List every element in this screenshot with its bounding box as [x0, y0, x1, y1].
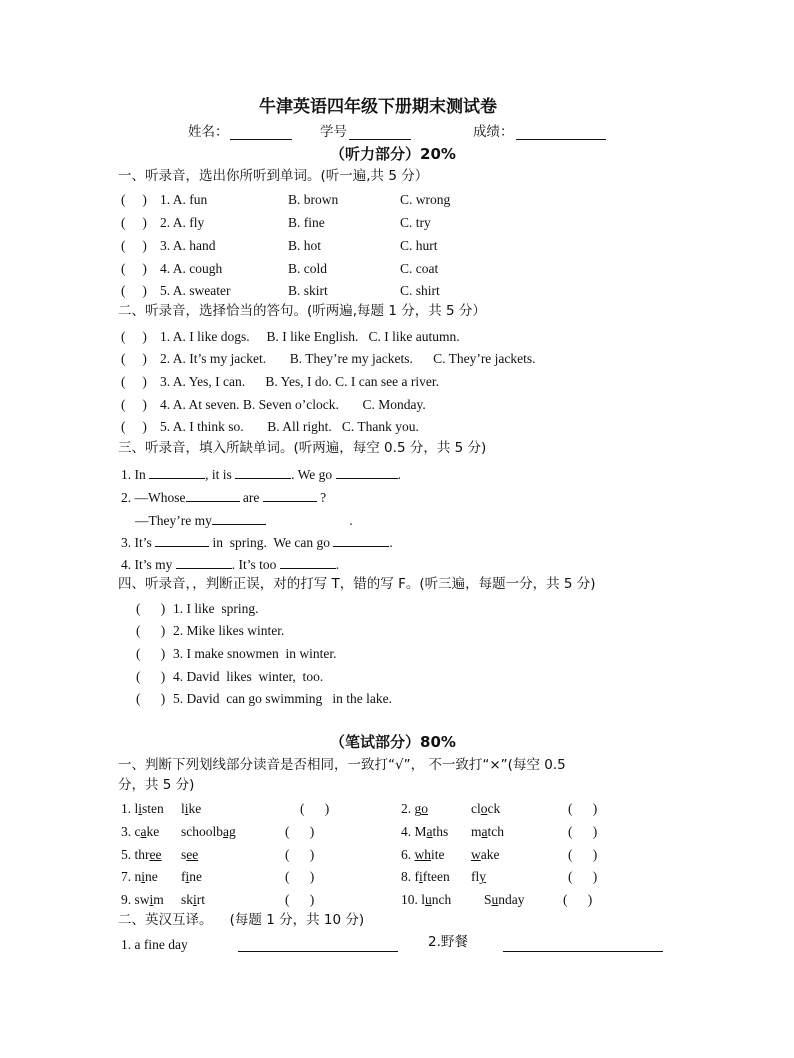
underlined-letters: w [471, 847, 481, 862]
section-2-title: 二、听录音，选择恰当的答句。(听两遍,每题 1 分，共 5 分） [118, 303, 486, 319]
fill-text: . [389, 535, 393, 550]
fill-line-1 [121, 466, 401, 482]
fill-text: . [397, 467, 401, 482]
written-heading: （笔试部分）80% [330, 733, 456, 751]
name-blank[interactable] [230, 127, 292, 140]
question-option-c: C. shirt [400, 283, 440, 298]
fill-text: are [242, 490, 260, 505]
fill-blank[interactable] [149, 466, 205, 479]
question-option-b: B. cold [288, 261, 327, 276]
fill-blank[interactable] [155, 534, 209, 547]
underlined-letters: a [140, 824, 147, 839]
fill-text: . [349, 513, 353, 528]
question-option-a: 5. A. sweater [160, 283, 231, 298]
question-option-b: B. hot [288, 238, 322, 253]
section-4-title: 四、听录音，，判断正误，对的打写 T，错的写 F。(听三遍，每题一分，共 5 分) [118, 576, 596, 592]
fill-blank[interactable] [263, 489, 317, 502]
section-3-title: 三、听录音，填入所缺单词。(听两遍，每空 0.5 分，共 5 分) [118, 440, 487, 456]
fill-blank[interactable] [280, 556, 336, 569]
fill-text: 2. —Whose [121, 490, 186, 505]
question-text: 2. A. It’s my jacket. B. They’re my jackets. C. They’re jackets. [160, 351, 536, 366]
answer-paren[interactable]: ( ) [121, 215, 147, 230]
phonics-word: skirt [181, 892, 206, 907]
phonics-word: see [181, 847, 199, 862]
written-section-1-title: 一、判断下列划线部分读音是否相同，一致打“√”， 不一致打“×”(每空 0.5 [118, 757, 566, 773]
answer-paren[interactable]: ( ) [121, 419, 147, 434]
phonics-word: like [181, 801, 202, 816]
score-blank[interactable] [516, 127, 606, 140]
underlined-letters: o [480, 801, 488, 816]
phonics-word: 7. nine [121, 869, 158, 884]
fill-blank[interactable] [333, 534, 389, 547]
question-option-c: C. coat [400, 261, 439, 276]
underlined-letters: u [491, 892, 499, 907]
question-option-a: 1. A. fun [160, 192, 208, 207]
underlined-letters: i [185, 869, 190, 884]
phonics-word: 4. Maths [401, 824, 449, 839]
answer-paren[interactable]: ( ) [121, 374, 147, 389]
fill-line-2 [121, 489, 326, 505]
phonics-word: clock [471, 801, 501, 816]
underlined-letters: ee [186, 847, 199, 862]
phonics-word: Sunday [484, 892, 525, 907]
underlined-letters: i [184, 801, 189, 816]
underlined-letters: i [419, 869, 423, 884]
underlined-letters: i [193, 892, 197, 907]
answer-paren[interactable]: ( ) [136, 623, 166, 638]
statement-text: 5. David can go swimming in the lake. [173, 691, 392, 706]
underlined-letters: u [425, 892, 432, 907]
question-option-b: B. fine [288, 215, 325, 230]
fill-text: . [335, 557, 340, 572]
answer-paren[interactable]: ( ) [121, 261, 147, 276]
question-text: 5. A. I think so. B. All right. C. Thank you. [160, 419, 419, 434]
student-id-blank[interactable] [349, 127, 411, 140]
underlined-letters: a [426, 824, 433, 839]
answer-paren[interactable]: ( ) [121, 397, 147, 412]
answer-paren[interactable]: ( ) [136, 691, 166, 706]
translation-item-1: 1. a fine day [121, 937, 188, 952]
written-section-2-title: 二、英汉互译。 (每题 1 分，共 10 分) [118, 912, 365, 928]
phonics-word: schoolbag [181, 824, 236, 839]
answer-paren[interactable]: ( ) [568, 824, 598, 839]
question-option-a: 3. A. hand [160, 238, 216, 253]
fill-text: 1. In [121, 467, 146, 482]
written-section-1-title-cont: 分，共 5 分) [118, 777, 195, 793]
fill-blank[interactable] [235, 466, 291, 479]
underlined-letters: ee [149, 847, 162, 862]
fill-blank[interactable] [186, 489, 240, 502]
question-text: 4. A. At seven. B. Seven o’clock. C. Monday. [160, 397, 426, 412]
underlined-letters: i [138, 801, 143, 816]
underlined-letters: ag [223, 824, 236, 839]
fill-text: . We go [291, 467, 333, 482]
answer-paren[interactable]: ( ) [568, 869, 598, 884]
fill-text: in spring. We can go [212, 535, 331, 550]
answer-paren[interactable]: ( ) [121, 192, 147, 207]
underlined-letters: o [421, 801, 428, 816]
answer-paren[interactable]: ( ) [121, 329, 147, 344]
score-label: 成绩： [473, 124, 514, 140]
fill-text: —They’re my [135, 513, 212, 528]
answer-paren[interactable]: ( ) [136, 601, 166, 616]
phonics-word: 8. fifteen [401, 869, 450, 884]
phonics-word: 10. lunch [401, 892, 452, 907]
phonics-word: fly [471, 869, 486, 884]
section-1-title: 一、听录音，选出你所听到单词。(听一遍,共 5 分） [118, 168, 429, 184]
fill-text: 4. It’s my [121, 557, 173, 572]
underlined-letters: i [149, 892, 154, 907]
fill-line-4 [121, 534, 393, 550]
translation-item-2: 2.野餐 [428, 934, 468, 950]
underlined-letters: i [141, 869, 146, 884]
fill-text: , it is [205, 467, 232, 482]
question-text: 1. A. I like dogs. B. I like English. C. I like autumn. [160, 329, 460, 344]
fill-text: 3. It’s [121, 535, 152, 550]
answer-paren[interactable]: ( ) [285, 824, 315, 839]
answer-paren[interactable]: ( ) [285, 892, 315, 907]
underlined-letters: wh [414, 847, 431, 862]
listening-heading: （听力部分）20% [330, 145, 456, 163]
fill-text: . It’s too [231, 557, 277, 572]
fill-blank[interactable] [176, 556, 232, 569]
question-text: 3. A. Yes, I can. B. Yes, I do. C. I can see a river. [160, 374, 439, 389]
question-option-a: 4. A. cough [160, 261, 223, 276]
question-option-c: C. try [400, 215, 431, 230]
name-label: 姓名： [188, 124, 229, 140]
student-id-label: 学号 [320, 124, 347, 140]
phonics-word: 3. cake [121, 824, 160, 839]
underlined-letters: a [481, 824, 488, 839]
underlined-letters: y [479, 869, 486, 884]
question-option-b: B. skirt [288, 283, 328, 298]
answer-paren[interactable]: ( ) [121, 351, 147, 366]
question-option-c: C. wrong [400, 192, 451, 207]
question-option-b: B. brown [288, 192, 339, 207]
phonics-word: wake [471, 847, 500, 862]
fill-text: ? [320, 490, 327, 505]
answer-paren[interactable]: ( ) [121, 283, 147, 298]
phonics-word: match [471, 824, 505, 839]
statement-text: 1. I like spring. [173, 601, 259, 616]
statement-text: 2. Mike likes winter. [173, 623, 285, 638]
phonics-word: 9. swim [121, 892, 164, 907]
answer-paren[interactable]: ( ) [136, 646, 166, 661]
phonics-word: 6. white [401, 847, 445, 862]
answer-paren[interactable]: ( ) [300, 801, 330, 816]
fill-blank[interactable] [212, 512, 266, 525]
phonics-word: 5. three [121, 847, 162, 862]
answer-paren[interactable]: ( ) [136, 669, 166, 684]
phonics-word: 2. go [401, 801, 428, 816]
fill-line-3 [135, 512, 353, 528]
answer-paren[interactable]: ( ) [563, 892, 593, 907]
translation-blank-2[interactable] [503, 939, 663, 952]
answer-paren[interactable]: ( ) [568, 801, 598, 816]
answer-paren[interactable]: ( ) [285, 847, 315, 862]
answer-paren[interactable]: ( ) [568, 847, 598, 862]
fill-line-5 [121, 556, 339, 572]
phonics-word: 1. listen [121, 801, 164, 816]
statement-text: 4. David likes winter, too. [173, 669, 324, 684]
question-option-c: C. hurt [400, 238, 438, 253]
phonics-word: fine [181, 869, 203, 884]
fill-blank[interactable] [336, 466, 398, 479]
answer-paren[interactable]: ( ) [121, 238, 147, 253]
page-title: 牛津英语四年级下册期末测试卷 [259, 97, 497, 117]
statement-text: 3. I make snowmen in winter. [173, 646, 337, 661]
answer-paren[interactable]: ( ) [285, 869, 315, 884]
translation-blank-1[interactable] [238, 939, 398, 952]
question-option-a: 2. A. fly [160, 215, 205, 230]
